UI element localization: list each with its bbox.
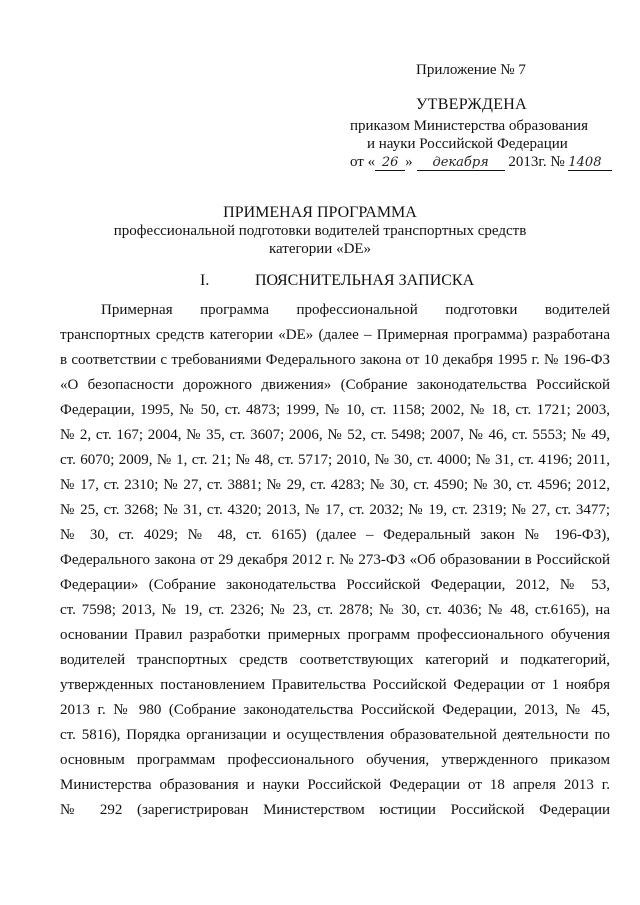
- body-line: ст. 5816), Порядка организации и осуществления образовательной деятельности по: [60, 727, 610, 743]
- body-line: Федерации» (Собрание законодательства Российской Федерации, 2012, № 53,: [60, 577, 610, 593]
- body-line: № 25, ст. 3268; № 31, ст. 4320; 2013, № 17, ст. 2032; № 19, ст. 2319; № 27, ст. 3477;: [60, 502, 610, 518]
- body-line: Федерального закона от 29 декабря 2012 г. № 273-ФЗ «Об образовании в Российской: [60, 552, 610, 568]
- body-line: ст. 6070; 2009, № 1, ст. 21; № 48, ст. 5717; 2010, № 30, ст. 4000; № 31, ст. 4196; 2011,: [60, 452, 610, 468]
- body-line: Министерства образования и науки Российской Федерации от 18 апреля 2013 г.: [60, 777, 610, 793]
- body-line: транспортных средств категории «DE» (далее – Примерная программа) разработана: [60, 327, 610, 343]
- program-subtitle-1: профессиональной подготовки водителей транспортных средств: [113, 223, 527, 239]
- body-line: основании Правил разработки примерных программ профессионального обучения: [60, 627, 610, 643]
- order-year-label: 2013г. №: [508, 154, 565, 170]
- body-line: «О безопасности дорожного движения» (Собрание законодательства Российской: [60, 377, 610, 393]
- approved-stamp-title: УТВЕРЖДЕНА: [416, 96, 528, 113]
- order-date-line: [350, 154, 612, 171]
- body-line: в соответствии с требованиями Федерального закона от 10 декабря 1995 г. № 196-ФЗ: [60, 352, 610, 368]
- section-title: ПОЯСНИТЕЛЬНАЯ ЗАПИСКА: [255, 272, 475, 289]
- appendix-label: Приложение № 7: [416, 62, 526, 78]
- body-line: № 30, ст. 4029; № 48, ст. 6165) (далее – Федеральный закон № 196-ФЗ),: [60, 527, 610, 543]
- body-line: утвержденных постановлением Правительства Российской Федерации от 1 ноября: [60, 677, 610, 693]
- order-day-handwritten: 26: [375, 156, 405, 171]
- order-line-2: и науки Российской Федерации: [367, 136, 568, 152]
- body-line: водителей транспортных средств соответствующих категорий и подкатегорий,: [60, 652, 610, 668]
- section-number: I.: [200, 272, 210, 289]
- body-line: Примерная программа профессиональной подготовки водителей: [101, 302, 610, 318]
- order-month-handwritten: декабря: [417, 156, 505, 171]
- body-line: Федерации, 1995, № 50, ст. 4873; 1999, № 10, ст. 1158; 2002, № 18, ст. 1721; 2003,: [60, 402, 610, 418]
- body-line: № 2, ст. 167; 2004, № 35, ст. 3607; 2006, № 52, ст. 5498; 2007, № 46, ст. 5553; № 49,: [60, 427, 610, 443]
- order-date-mid: »: [405, 154, 413, 170]
- body-line: 2013 г. № 980 (Собрание законодательства Российской Федерации, 2013, № 45,: [60, 702, 610, 718]
- body-line: основным программам профессионального обучения, утвержденного приказом: [60, 752, 610, 768]
- program-subtitle-2: категории «DE»: [268, 241, 372, 257]
- order-number-handwritten: 1408: [568, 156, 612, 171]
- body-line: № 292 (зарегистрирован Министерством юстиции Российской Федерации: [60, 802, 610, 818]
- order-line-1: приказом Министерства образования: [350, 118, 588, 134]
- body-line: ст. 7598; 2013, № 19, ст. 2326; № 23, ст. 2878; № 30, ст. 4036; № 48, ст.6165), на: [60, 602, 610, 618]
- program-title: ПРИМЕНАЯ ПРОГРАММА: [223, 204, 417, 221]
- order-date-prefix: от «: [350, 154, 376, 170]
- body-line: № 17, ст. 2310; № 27, ст. 3881; № 29, ст. 4283; № 30, ст. 4590; № 30, ст. 4596; 2012,: [60, 477, 610, 493]
